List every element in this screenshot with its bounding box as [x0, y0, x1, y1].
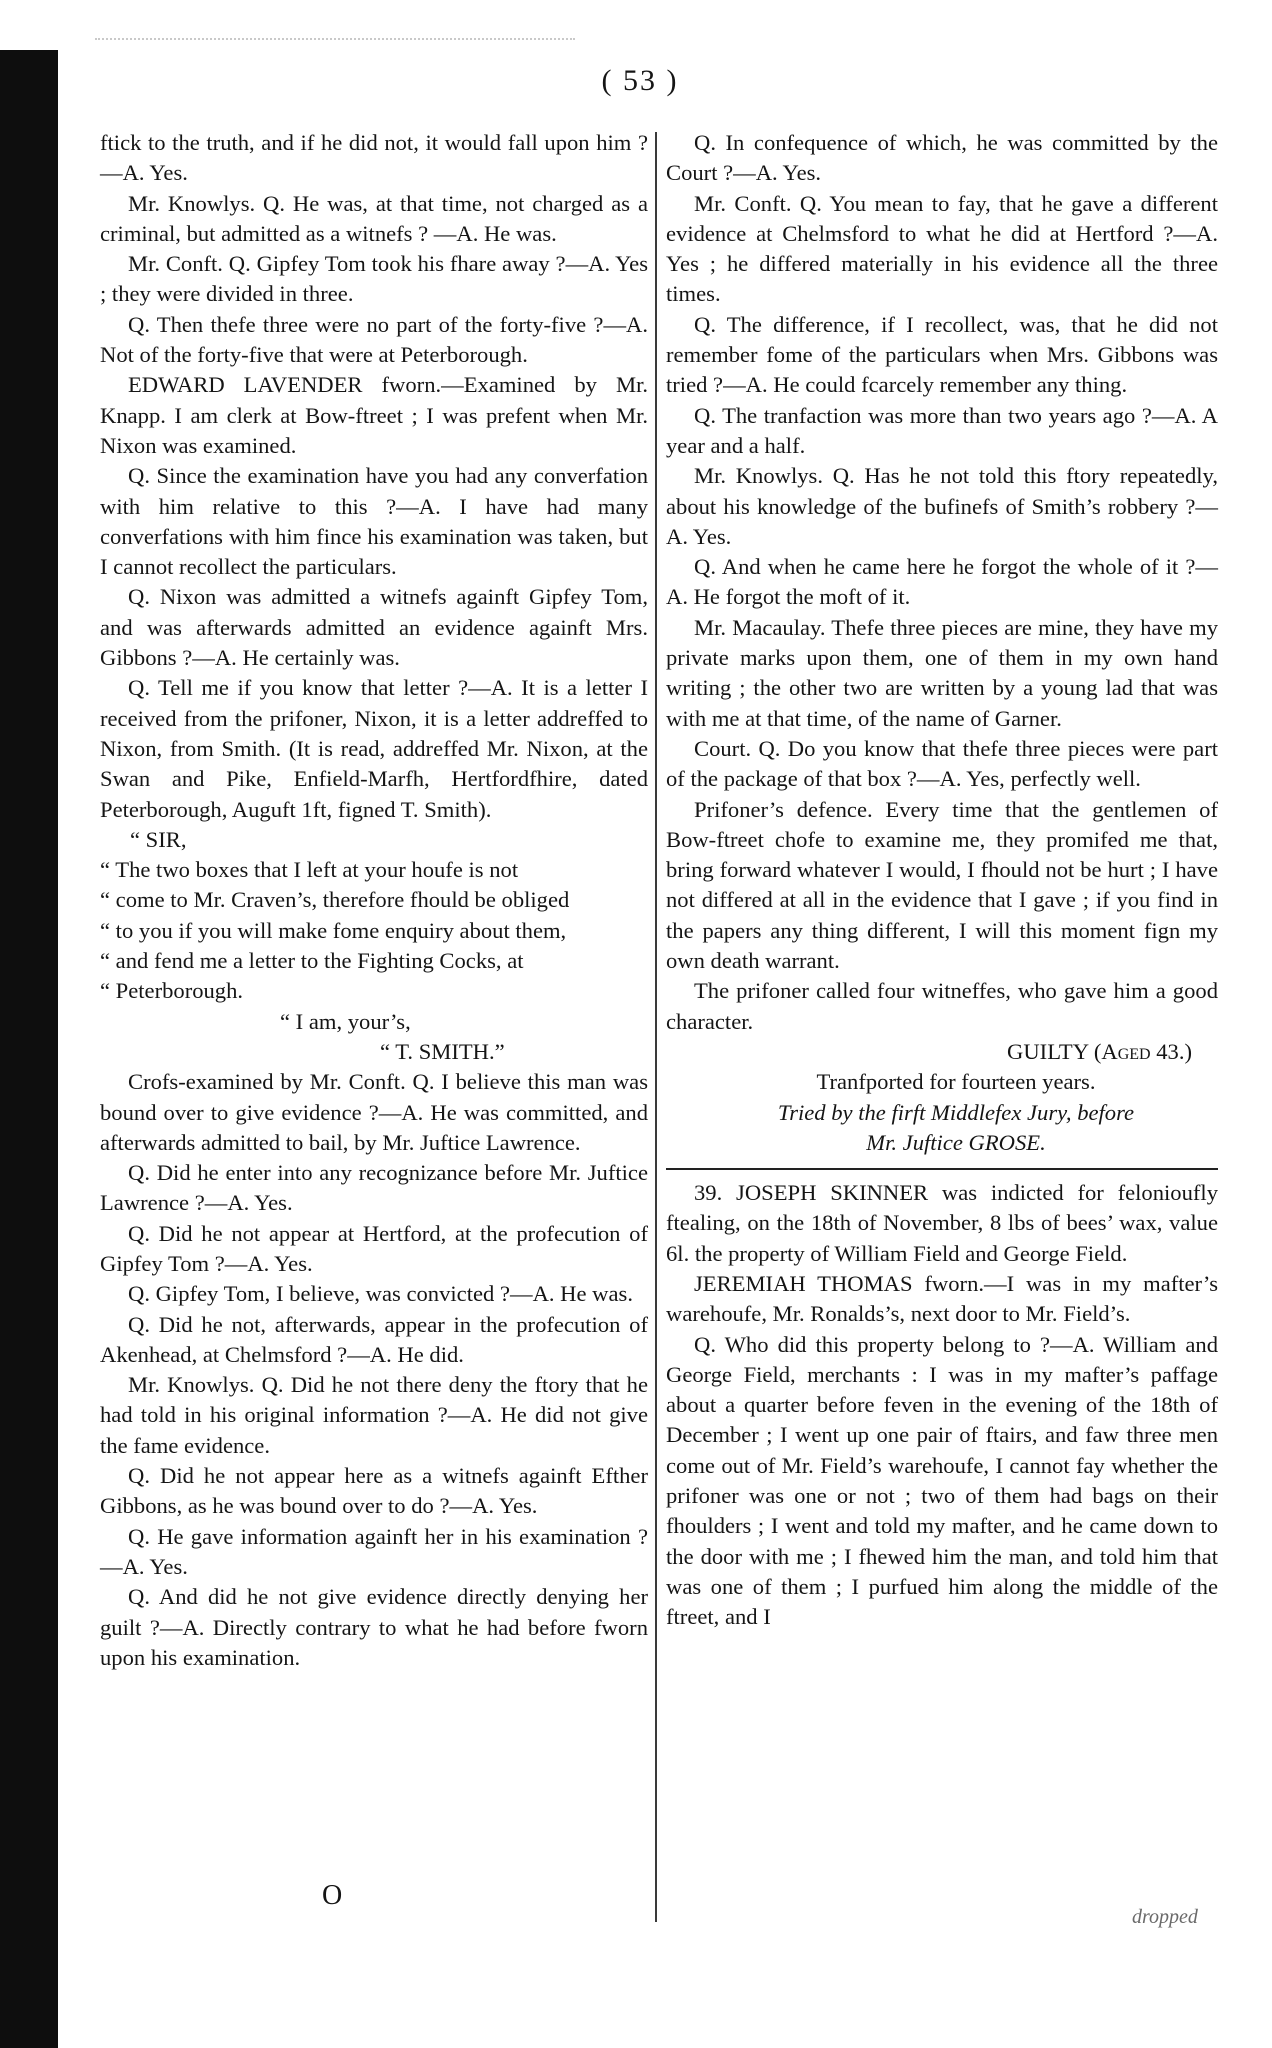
- paragraph: Mr. Conft. Q. Gipfey Tom took his fhare away ?—A. Yes ; they were divided in three.: [100, 251, 648, 307]
- paragraph: EDWARD LAVENDER fworn.—Examined by Mr. Knapp. I am clerk at Bow-ftreet ; I was prefent when Mr. Nixon was examined.: [100, 372, 648, 458]
- letter-salutation: “ SIR,: [130, 826, 187, 852]
- quoted-letter: [100, 825, 648, 1067]
- paragraph: Q. Then thefe three were no part of the forty-five ?—A. Not of the forty-five that were at Peterborough.: [100, 311, 648, 368]
- catchword: dropped: [1132, 1906, 1198, 1928]
- letter-line: “ Peterborough.: [100, 978, 244, 1004]
- paragraph: Q. The difference, if I recollect, was, that he did not remember fome of the particulars when Mrs. Gibbons was tried ?—A. He could fcarcely remember any thing.: [666, 311, 1218, 398]
- paragraph: Court. Q. Do you know that thefe three pieces were part of the package of that box ?—A. Yes, perfectly well.: [666, 735, 1218, 792]
- paragraph: Q. Did he not, afterwards, appear in the profecution of Akenhead, at Chelmsford ?—A. He did.: [100, 1311, 648, 1367]
- paragraph: Mr. Conft. Q. You mean to fay, that he gave a different evidence at Chelmsford to what he did at Hertford ?—A. Yes ; he differed materially in his evidence all the three times.: [666, 190, 1218, 307]
- paragraph: Q. Nixon was admitted a witnefs againft Gipfey Tom, and was afterwards admitted an evidence againft Mrs. Gibbons ?—A. He certainly was.: [100, 584, 648, 671]
- paragraph: Mr. Knowlys. Q. Has he not told this ftory repeatedly, about his knowledge of the bufinefs of Smith’s robbery ?—A. Yes.: [666, 463, 1218, 549]
- signature-mark: O: [322, 1880, 343, 1911]
- paragraph: Mr. Macaulay. Thefe three pieces are mine, they have my private marks upon them, one of them in my own hand writing ; the other two are written by a young lad that was with me at that time, of the name of Garner.: [666, 614, 1218, 731]
- paragraph: Q. He gave information againft her in his examination ?—A. Yes.: [100, 1523, 648, 1579]
- paragraph: Mr. Knowlys. Q. Did he not there deny the ftory that he had told in his original information ?—A. He did not give the fame evidence.: [100, 1372, 648, 1458]
- page-number: ( 53 ): [601, 64, 679, 97]
- verdict: GUILTY (Aged 43.): [1007, 1038, 1192, 1064]
- letter-line: “ to you if you will make fome enquiry about them,: [100, 917, 567, 943]
- paragraph: Q. Did he enter into any recognizance before Mr. Juftice Lawrence ?—A. Yes.: [100, 1160, 648, 1216]
- paragraph: The prifoner called four witneffes, who gave him a good character.: [666, 978, 1218, 1034]
- section-rule: [666, 1168, 1218, 1170]
- paragraph: Crofs-examined by Mr. Conft. Q. I believe this man was bound over to give evidence ?—A. He was committed, and afterwards admitted to bail, by Mr. Juftice Lawrence.: [100, 1069, 648, 1155]
- letter-line: “ and fend me a letter to the Fighting Cocks, at: [100, 948, 524, 974]
- paragraph: ftick to the truth, and if he did not, it would fall upon him ?—A. Yes.: [100, 130, 648, 186]
- paragraph: JEREMIAH THOMAS fworn.—I was in my mafter’s warehoufe, Mr. Ronalds’s, next door to Mr. Field’s.: [666, 1270, 1218, 1327]
- paragraph: Q. And did he not give evidence directly denying her guilt ?—A. Directly contrary to what he had before fworn upon his examination.: [100, 1584, 648, 1670]
- paragraph: Q. In confequence of which, he was committed by the Court ?—A. Yes.: [666, 130, 1218, 186]
- jury-line: Tried by the firft Middlefex Jury, before: [777, 1099, 1135, 1125]
- paragraph: 39. JOSEPH SKINNER was indicted for felonioufly ftealing, on the 18th of November, 8 lbs of bees’ wax, value 6l. the property of William Field and George Field.: [666, 1180, 1218, 1266]
- paragraph: Q. And when he came here he forgot the whole of it ?—A. He forgot the moft of it.: [666, 554, 1218, 610]
- left-column: [100, 128, 648, 1673]
- paragraph: Q. Who did this property belong to ?—A. William and George Field, merchants : I was in my mafter’s paffage about a quarter before feven in the evening of the 18th of December ; I went up one pair of ftairs, and faw three men come out of Mr. Field’s warehoufe, I cannot fay whether the prifoner was one or not ; two of them had bags on their fhoulders ; I went and told my mafter, and he came down to the door with me ; I fhewed him the man, and told him that was one of them ; I purfued him along the middle of the ftreet, and I: [666, 1331, 1218, 1630]
- column-divider: [655, 132, 657, 1922]
- scan-artifact: [95, 38, 575, 48]
- paragraph: Q. Tell me if you know that letter ?—A. It is a letter I received from the prifoner, Nixon, it is a letter addreffed to Nixon, from Smith. (It is read, addreffed Mr. Nixon, at the Swan and Pike, Enfield-Marfh, Hertfordfhire, dated Peterborough, Auguft 1ft, figned T. Smith).: [100, 675, 648, 822]
- letter-line: “ The two boxes that I left at your houfe is not: [100, 857, 519, 883]
- paragraph: Q. Did he not appear here as a witnefs againft Efther Gibbons, as he was bound over to do ?—A. Yes.: [100, 1463, 648, 1519]
- paragraph: Q. Did he not appear at Hertford, at the profecution of Gipfey Tom ?—A. Yes.: [100, 1220, 648, 1276]
- paragraph: Q. The tranfaction was more than two years ago ?—A. A year and a half.: [666, 402, 1218, 458]
- judge-line: Mr. Juftice GROSE.: [866, 1129, 1046, 1155]
- right-column: [666, 128, 1218, 1633]
- paragraph: Q. Gipfey Tom, I believe, was convicted ?—A. He was.: [128, 1281, 633, 1307]
- paragraph: Q. Since the examination have you had any converfation with him relative to this ?—A. I have had many converfations with him fince his examination was taken, but I cannot recollect the particulars.: [100, 463, 648, 580]
- paragraph: Prifoner’s defence. Every time that the gentlemen of Bow-ftreet chofe to examine me, they promifed me that, bring forward whatever I would, I fhould not be hurt ; I have not differed at all in the evidence that I gave ; if you find in the papers any thing different, I will this moment fign my own death warrant.: [666, 796, 1218, 974]
- scan-binding-edge: [0, 50, 58, 2048]
- paragraph: Mr. Knowlys. Q. He was, at that time, not charged as a criminal, but admitted as a witnefs ? —A. He was.: [100, 190, 648, 246]
- letter-signer: “ T. SMITH.”: [380, 1038, 505, 1064]
- sentence: Tranfported for fourteen years.: [816, 1069, 1096, 1095]
- letter-closing: “ I am, your’s,: [280, 1008, 411, 1034]
- letter-line: “ come to Mr. Craven’s, therefore fhould be obliged: [100, 887, 570, 913]
